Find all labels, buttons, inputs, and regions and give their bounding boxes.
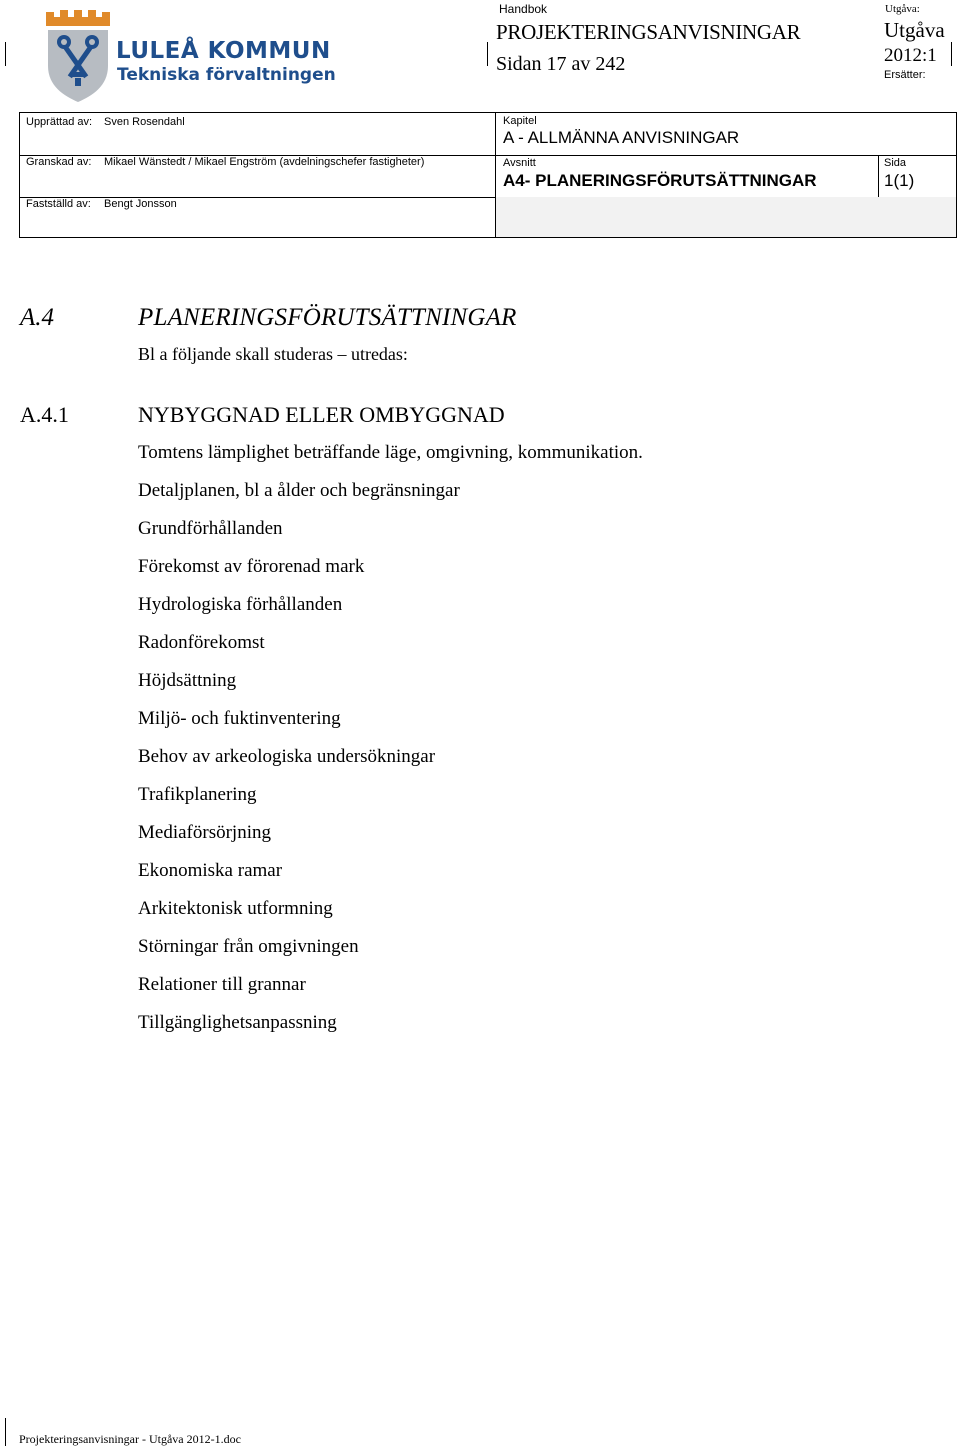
change-bar-top-right <box>951 42 952 66</box>
subsection-number: A.4.1 <box>20 402 69 427</box>
list-item: Förekomst av förorenad mark <box>138 556 365 577</box>
table-rule <box>20 197 496 198</box>
document-info-table <box>19 112 957 238</box>
approved-value: Bengt Jonsson <box>104 198 177 210</box>
list-item: Radonförekomst <box>138 632 265 653</box>
department-name: Tekniska förvaltningen <box>117 65 336 85</box>
edition-value: Utgåva <box>884 18 945 42</box>
list-item: Ekonomiska ramar <box>138 860 283 881</box>
approved-label: Fastställd av: <box>26 198 91 210</box>
list-item: Tillgänglighetsanpassning <box>138 1012 337 1033</box>
change-bar-footer <box>5 1418 6 1446</box>
edition-label: Utgåva: <box>885 3 920 15</box>
prepared-value: Sven Rosendahl <box>104 116 185 128</box>
list-item: Detaljplanen, bl a ålder och begränsningar <box>138 480 460 501</box>
section-number: A.4 <box>20 304 55 331</box>
prepared-label: Upprättad av: <box>26 116 93 128</box>
list-item: Arkitektonisk utformning <box>138 898 333 919</box>
list-item: Tomtens lämplighet beträffande läge, omgivning, kommunikation. <box>138 442 643 463</box>
org-name: LULEÅ KOMMUN <box>116 38 331 64</box>
list-item: Höjdsättning <box>138 670 237 691</box>
requirements-list <box>138 441 643 1049</box>
list-item: Behov av arkeologiska undersökningar <box>138 746 436 767</box>
list-item: Relationer till grannar <box>138 974 306 995</box>
section-label: Avsnitt <box>503 157 536 169</box>
chapter-label: Kapitel <box>503 115 537 127</box>
page-value: 1(1) <box>884 171 915 190</box>
change-bar-top-mid <box>487 42 488 66</box>
document-title: PROJEKTERINGSANVISNINGAR <box>496 20 801 44</box>
page-cell-divider <box>878 155 879 197</box>
page-info: Sidan 17 av 242 <box>496 53 626 75</box>
section-title: PLANERINGSFÖRUTSÄTTNINGAR <box>138 304 517 331</box>
section-intro: Bl a följande skall studeras – utredas: <box>138 344 408 364</box>
replaces-label: Ersätter: <box>884 69 926 81</box>
chapter-value: A - ALLMÄNNA ANVISNINGAR <box>503 128 740 147</box>
section-value: A4- PLANERINGSFÖRUTSÄTTNINGAR <box>503 171 817 190</box>
list-item: Trafikplanering <box>138 784 257 805</box>
section-shading <box>496 197 956 237</box>
list-item: Störningar från omgivningen <box>138 936 359 957</box>
handbook-label: Handbok <box>499 2 548 16</box>
list-item: Hydrologiska förhållanden <box>138 594 343 615</box>
footer-filename: Projekteringsanvisningar - Utgåva 2012-1.doc <box>19 1432 241 1446</box>
list-item: Grundförhållanden <box>138 518 283 539</box>
list-item: Miljö- och fuktinventering <box>138 708 341 729</box>
list-item: Mediaförsörjning <box>138 822 271 843</box>
change-bar-top-left <box>5 42 6 66</box>
table-rule <box>496 155 956 156</box>
reviewed-label: Granskad av: <box>26 156 92 168</box>
subsection-title: NYBYGGNAD ELLER OMBYGGNAD <box>138 402 505 427</box>
coat-of-arms-icon <box>42 8 114 104</box>
page-label: Sida <box>884 157 907 169</box>
edition-year: 2012:1 <box>884 45 937 66</box>
reviewed-value: Mikael Wänstedt / Mikael Engström (avdelningschefer fastigheter) <box>104 156 425 168</box>
